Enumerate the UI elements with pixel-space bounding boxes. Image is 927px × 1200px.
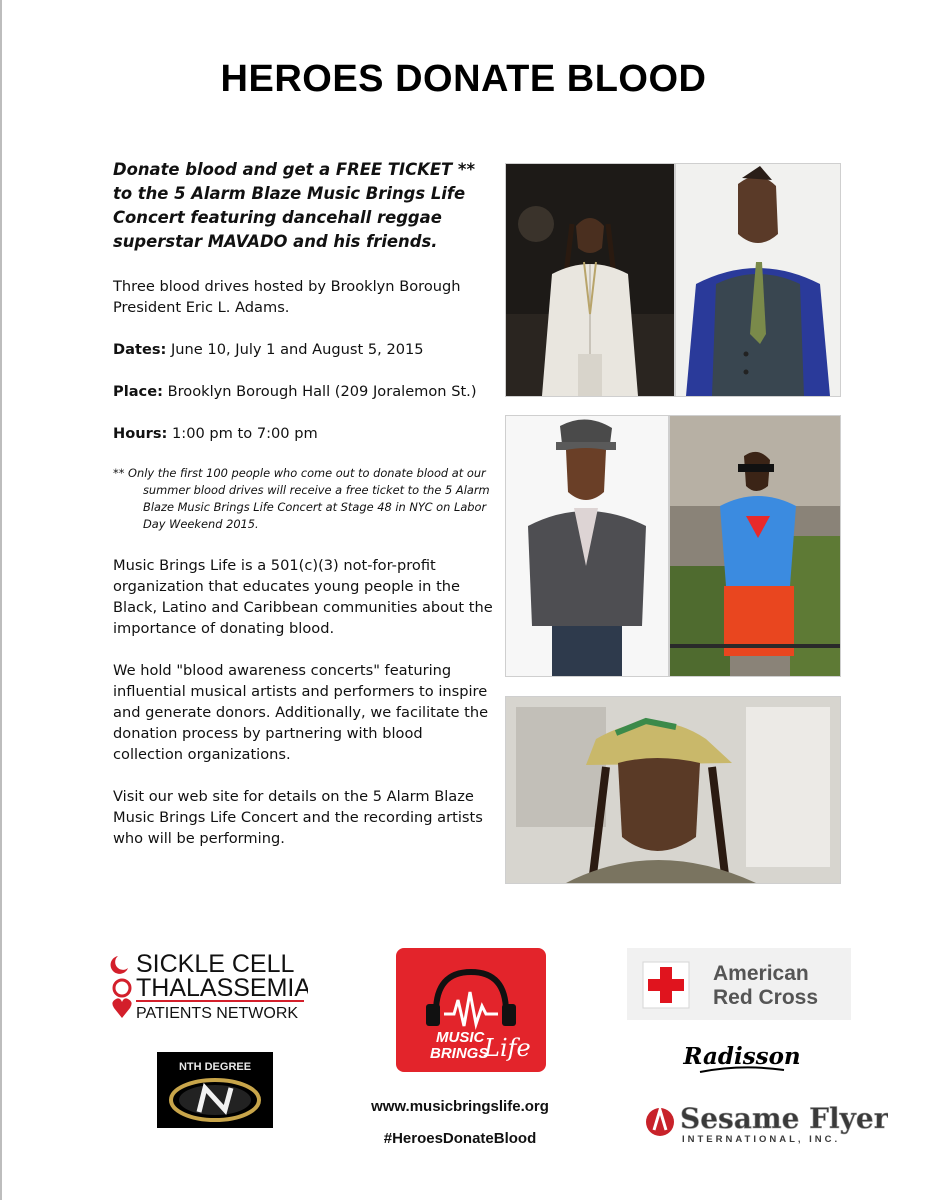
red-cross-logo bbox=[627, 948, 851, 1020]
artist-photo-white-jacket bbox=[505, 163, 675, 397]
page-title: HEROES DONATE BLOOD bbox=[220, 58, 707, 100]
hours-label: Hours: bbox=[113, 425, 168, 442]
dates-line bbox=[113, 339, 493, 360]
artist-photo-superman-shirt bbox=[669, 415, 841, 677]
place-value: Brooklyn Borough Hall (209 Joralemon St.) bbox=[162, 383, 477, 400]
artist-photo-cardigan bbox=[505, 415, 669, 677]
mbl-line2: BRINGS bbox=[430, 1045, 489, 1062]
mbl-script: Life bbox=[484, 1034, 531, 1062]
place-line bbox=[113, 381, 493, 402]
page-edge bbox=[0, 0, 2, 1200]
artist-photo-vest bbox=[675, 163, 841, 397]
concerts-text: We hold "blood awareness concerts" featuring influential musical artists and performers to inspire and generate donors. Additionally, we facilitate the donation process by partnering with blood collection organizations. bbox=[113, 662, 489, 763]
sesame-flyers-logo bbox=[642, 1096, 888, 1150]
red-cross-line1: American bbox=[713, 962, 809, 985]
mbl-line1: MUSIC bbox=[436, 1029, 485, 1046]
hashtag: #HeroesDonateBlood bbox=[383, 1130, 537, 1147]
dates-value: June 10, July 1 and August 5, 2015 bbox=[166, 341, 424, 358]
sickle-cell-line2: THALASSEMIA bbox=[136, 974, 308, 1002]
sickle-cell-line3: PATIENTS NETWORK bbox=[136, 1005, 299, 1022]
sickle-cell-line1: SICKLE CELL bbox=[136, 950, 295, 978]
footnote: ** Only the first 100 people who come out to donate blood at our summer blood drives will receive a free ticket to the 5 Alarm Blaze Music Brings Life Concert at Stage 48 in NYC on Labor Day Weekend 2015. bbox=[113, 466, 490, 531]
website-link[interactable]: www.musicbringslife.org bbox=[371, 1098, 549, 1115]
nth-degree-logo bbox=[157, 1052, 273, 1128]
flyer-body bbox=[113, 158, 493, 870]
red-cross-line2: Red Cross bbox=[713, 986, 819, 1009]
about-text: Music Brings Life is a 501(c)(3) not-for-profit organization that educates young people in the Black, Latino and Caribbean communities about the importance of donating blood. bbox=[113, 557, 493, 637]
nth-degree-text: NTH DEGREE bbox=[178, 1061, 252, 1073]
sesame-flyers-sub: INTERNATIONAL, INC. bbox=[682, 1134, 841, 1145]
radisson-logo bbox=[680, 1040, 804, 1080]
hosted-text: Three blood drives hosted by Brooklyn Borough President Eric L. Adams. bbox=[113, 278, 461, 316]
dates-label: Dates: bbox=[113, 341, 167, 358]
sickle-cell-logo bbox=[108, 948, 308, 1028]
radisson-text: Radisson bbox=[683, 1043, 801, 1070]
hours-line bbox=[113, 423, 493, 444]
sesame-flyers-text: Sesame Flyers bbox=[680, 1102, 888, 1135]
lead-headline: Donate blood and get a FREE TICKET ** to the 5 Alarm Blaze Music Brings Life Concert featuring dancehall reggae superstar MAVADO and his friends. bbox=[113, 160, 476, 251]
hours-value: 1:00 pm to 7:00 pm bbox=[167, 425, 318, 442]
visit-text: Visit our web site for details on the 5 Alarm Blaze Music Brings Life Concert and the recording artists who will be performing. bbox=[113, 788, 483, 847]
place-label: Place: bbox=[113, 383, 163, 400]
artist-photo-cap bbox=[505, 696, 841, 884]
music-brings-life-logo bbox=[396, 948, 546, 1072]
